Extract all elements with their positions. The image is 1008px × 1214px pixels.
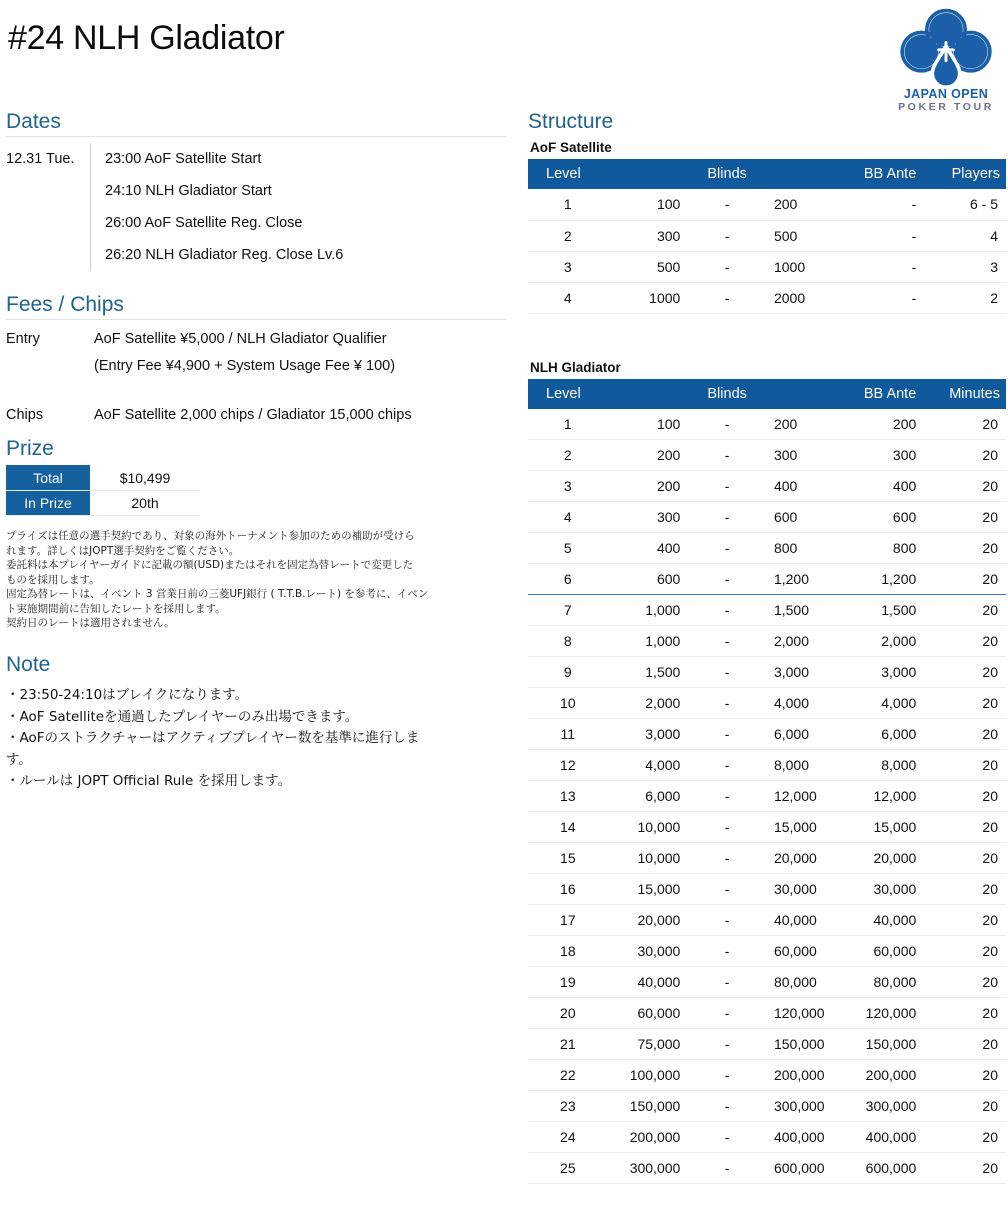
blind-separator: - [687, 189, 767, 220]
blind-separator: - [687, 533, 767, 564]
big-blind-cell: 200 [767, 409, 847, 440]
blind-separator: - [687, 471, 767, 502]
trailing-cell: 20 [926, 688, 1006, 719]
level-cell: 14 [528, 812, 608, 843]
column-header-blinds: Blinds [608, 159, 847, 189]
bb-ante-cell: 4,000 [847, 688, 927, 719]
blind-separator: - [687, 282, 767, 313]
chips-label: Chips [6, 407, 44, 424]
table-row [528, 471, 1006, 502]
blind-separator: - [687, 905, 767, 936]
level-cell: 2 [528, 220, 608, 251]
table-row [528, 719, 1006, 750]
small-blind-cell: 75,000 [608, 1029, 688, 1060]
trailing-cell: 20 [926, 967, 1006, 998]
bb-ante-cell: 20,000 [847, 843, 927, 874]
trailing-cell: 20 [926, 905, 1006, 936]
big-blind-cell: 300 [767, 440, 847, 471]
table-row [528, 1153, 1006, 1184]
prize-table [6, 465, 200, 516]
bb-ante-cell: 300 [847, 440, 927, 471]
level-cell: 4 [528, 282, 608, 313]
small-blind-cell: 100 [608, 409, 688, 440]
level-cell: 18 [528, 936, 608, 967]
column-header-level: Level [528, 159, 608, 189]
fineprint-line: 契約日のレートは適用されません。 [6, 617, 175, 630]
level-cell: 2 [528, 440, 608, 471]
small-blind-cell: 40,000 [608, 967, 688, 998]
trailing-cell: 20 [926, 564, 1006, 595]
blind-separator: - [687, 812, 767, 843]
trailing-cell: 20 [926, 595, 1006, 626]
table-row [528, 905, 1006, 936]
table-row [528, 781, 1006, 812]
big-blind-cell: 3,000 [767, 657, 847, 688]
bb-ante-cell: 80,000 [847, 967, 927, 998]
big-blind-cell: 800 [767, 533, 847, 564]
blind-separator: - [687, 1029, 767, 1060]
page-title: #24 NLH Gladiator [8, 19, 285, 57]
level-cell: 19 [528, 967, 608, 998]
trailing-cell: 20 [926, 533, 1006, 564]
table-row [528, 688, 1006, 719]
satellite-table-body [528, 189, 1006, 313]
big-blind-cell: 40,000 [767, 905, 847, 936]
level-cell: 8 [528, 626, 608, 657]
table-row [528, 220, 1006, 251]
bb-ante-cell: 120,000 [847, 998, 927, 1029]
blind-separator: - [687, 409, 767, 440]
small-blind-cell: 1000 [608, 282, 688, 313]
level-cell: 20 [528, 998, 608, 1029]
level-cell: 12 [528, 750, 608, 781]
table-row [528, 1029, 1006, 1060]
big-blind-cell: 20,000 [767, 843, 847, 874]
small-blind-cell: 6,000 [608, 781, 688, 812]
bb-ante-cell: 3,000 [847, 657, 927, 688]
bb-ante-cell: 40,000 [847, 905, 927, 936]
column-header-players: Players [926, 159, 1006, 189]
note-line: ・23:50-24:10はブレイクになります。 [6, 687, 249, 704]
big-blind-cell: 30,000 [767, 874, 847, 905]
level-cell: 23 [528, 1091, 608, 1122]
small-blind-cell: 200,000 [608, 1122, 688, 1153]
table-row [528, 564, 1006, 595]
column-header-bb-ante: BB Ante [847, 159, 927, 189]
small-blind-cell: 150,000 [608, 1091, 688, 1122]
level-cell: 1 [528, 409, 608, 440]
trailing-cell: 20 [926, 1091, 1006, 1122]
blind-separator: - [687, 1122, 767, 1153]
blind-separator: - [687, 843, 767, 874]
big-blind-cell: 120,000 [767, 998, 847, 1029]
prize-fineprint [6, 529, 476, 631]
blind-separator: - [687, 781, 767, 812]
fineprint-line: 委託料は本プレイヤーガイドに記載の額(USD)またはそれを固定為替レートで変更した [6, 559, 414, 572]
trailing-cell: 20 [926, 719, 1006, 750]
fineprint-line: れます。詳しくはJOPT選手契約をご覧ください。 [6, 544, 240, 557]
trailing-cell: 20 [926, 750, 1006, 781]
blind-separator: - [687, 220, 767, 251]
level-cell: 6 [528, 564, 608, 595]
level-cell: 17 [528, 905, 608, 936]
prize-heading: Prize [6, 437, 54, 461]
table-row [528, 626, 1006, 657]
trailing-cell: 6 - 5 [926, 189, 1006, 220]
note-list [6, 685, 506, 793]
big-blind-cell: 8,000 [767, 750, 847, 781]
bb-ante-cell: 30,000 [847, 874, 927, 905]
chips-row [6, 402, 506, 429]
big-blind-cell: 2000 [767, 282, 847, 313]
table-header-row [528, 159, 1006, 189]
bb-ante-cell: 1,200 [847, 564, 927, 595]
bb-ante-cell: 200,000 [847, 1060, 927, 1091]
blind-separator: - [687, 719, 767, 750]
level-cell: 16 [528, 874, 608, 905]
trailing-cell: 20 [926, 812, 1006, 843]
bb-ante-cell: - [847, 282, 927, 313]
small-blind-cell: 1,500 [608, 657, 688, 688]
trailing-cell: 20 [926, 471, 1006, 502]
gladiator-table-body [528, 409, 1006, 1184]
chips-value: AoF Satellite 2,000 chips / Gladiator 15,000 chips [94, 407, 412, 424]
logo-title-primary: JAPAN OPEN [903, 87, 989, 101]
small-blind-cell: 3,000 [608, 719, 688, 750]
big-blind-cell: 15,000 [767, 812, 847, 843]
trailing-cell: 20 [926, 657, 1006, 688]
big-blind-cell: 60,000 [767, 936, 847, 967]
bb-ante-cell: 400 [847, 471, 927, 502]
entry-value-line1: AoF Satellite ¥5,000 / NLH Gladiator Qualifier [94, 331, 387, 348]
small-blind-cell: 10,000 [608, 812, 688, 843]
table-row [528, 1060, 1006, 1091]
small-blind-cell: 200 [608, 440, 688, 471]
trailing-cell: 20 [926, 409, 1006, 440]
blind-separator: - [687, 564, 767, 595]
table-row [6, 490, 200, 515]
table-row [528, 595, 1006, 626]
bb-ante-cell: 15,000 [847, 812, 927, 843]
bb-ante-cell: 600 [847, 502, 927, 533]
trailing-cell: 20 [926, 502, 1006, 533]
prize-key-in-prize: In Prize [6, 490, 90, 515]
club-suit-icon [890, 6, 1002, 90]
bb-ante-cell: - [847, 189, 927, 220]
small-blind-cell: 300 [608, 220, 688, 251]
note-line: ・AoFのストラクチャーはアクティブプレイヤー数を基準に進行しま [6, 730, 420, 747]
table-row [528, 502, 1006, 533]
table-row [528, 409, 1006, 440]
small-blind-cell: 100,000 [608, 1060, 688, 1091]
structure-heading: Structure [528, 110, 614, 133]
level-cell: 1 [528, 189, 608, 220]
blind-separator: - [687, 936, 767, 967]
level-cell: 4 [528, 502, 608, 533]
table-row [528, 251, 1006, 282]
big-blind-cell: 500 [767, 220, 847, 251]
table-row [528, 189, 1006, 220]
bb-ante-cell: 400,000 [847, 1122, 927, 1153]
nlh-gladiator-structure-table [528, 379, 1006, 1185]
dates-entry-list [105, 143, 506, 271]
trailing-cell: 4 [926, 220, 1006, 251]
blind-separator: - [687, 1091, 767, 1122]
blind-separator: - [687, 595, 767, 626]
table-row [528, 1122, 1006, 1153]
blind-separator: - [687, 502, 767, 533]
table-row [6, 465, 200, 490]
blind-separator: - [687, 750, 767, 781]
small-blind-cell: 300 [608, 502, 688, 533]
tables-gap [528, 314, 1006, 358]
small-blind-cell: 100 [608, 189, 688, 220]
level-cell: 21 [528, 1029, 608, 1060]
bb-ante-cell: 6,000 [847, 719, 927, 750]
fineprint-line: 固定為替レートは、イベント 3 営業日前の三菱UFJ銀行 ( T.T.B.レート) を参考に、イベン [6, 588, 429, 601]
entry-label: Entry [6, 331, 40, 348]
column-header-level: Level [528, 379, 608, 409]
big-blind-cell: 1,500 [767, 595, 847, 626]
table-row [528, 812, 1006, 843]
fineprint-line: プライズは任意の選手契約であり、対象の海外トーナメント参加のための補助が受けら [6, 529, 415, 542]
big-blind-cell: 4,000 [767, 688, 847, 719]
big-blind-cell: 6,000 [767, 719, 847, 750]
table-row [528, 843, 1006, 874]
blind-separator: - [687, 440, 767, 471]
small-blind-cell: 300,000 [608, 1153, 688, 1184]
small-blind-cell: 20,000 [608, 905, 688, 936]
small-blind-cell: 60,000 [608, 998, 688, 1029]
prize-value-in-prize: 20th [90, 490, 200, 515]
level-cell: 7 [528, 595, 608, 626]
bb-ante-cell: - [847, 251, 927, 282]
level-cell: 13 [528, 781, 608, 812]
level-cell: 3 [528, 471, 608, 502]
table-header-row [528, 379, 1006, 409]
trailing-cell: 20 [926, 1122, 1006, 1153]
small-blind-cell: 600 [608, 564, 688, 595]
table-row [528, 657, 1006, 688]
trailing-cell: 2 [926, 282, 1006, 313]
note-heading: Note [6, 653, 51, 677]
column-header-blinds: Blinds [608, 379, 847, 409]
entry-value-line2: (Entry Fee ¥4,900 + System Usage Fee ¥ 100) [94, 358, 396, 375]
level-cell: 25 [528, 1153, 608, 1184]
trailing-cell: 20 [926, 440, 1006, 471]
big-blind-cell: 80,000 [767, 967, 847, 998]
prize-value-total: $10,499 [90, 465, 200, 490]
level-cell: 3 [528, 251, 608, 282]
bb-ante-cell: 200 [847, 409, 927, 440]
small-blind-cell: 15,000 [608, 874, 688, 905]
level-cell: 22 [528, 1060, 608, 1091]
prize-key-total: Total [6, 465, 90, 490]
left-column [6, 110, 506, 793]
blind-separator: - [687, 626, 767, 657]
blind-separator: - [687, 688, 767, 719]
small-blind-cell: 500 [608, 251, 688, 282]
bb-ante-cell: - [847, 220, 927, 251]
column-header-bb-ante: BB Ante [847, 379, 927, 409]
table-row [528, 750, 1006, 781]
bb-ante-cell: 800 [847, 533, 927, 564]
level-cell: 15 [528, 843, 608, 874]
aof-satellite-structure-table [528, 159, 1006, 314]
trailing-cell: 20 [926, 1060, 1006, 1091]
trailing-cell: 20 [926, 1153, 1006, 1184]
bb-ante-cell: 12,000 [847, 781, 927, 812]
bb-ante-cell: 2,000 [847, 626, 927, 657]
jopt-logo [890, 6, 1002, 113]
note-line: ・ルールは JOPT Official Rule を採用します。 [6, 773, 292, 790]
big-blind-cell: 2,000 [767, 626, 847, 657]
big-blind-cell: 1000 [767, 251, 847, 282]
blind-separator: - [687, 967, 767, 998]
right-column [528, 110, 1006, 1184]
dates-entry: 24:10 NLH Gladiator Start [105, 183, 272, 200]
dates-entry: 23:00 AoF Satellite Start [105, 151, 262, 168]
dates-heading: Dates [6, 110, 506, 137]
big-blind-cell: 200 [767, 189, 847, 220]
logo-title-secondary: POKER TOUR [898, 101, 994, 114]
small-blind-cell: 200 [608, 471, 688, 502]
small-blind-cell: 10,000 [608, 843, 688, 874]
big-blind-cell: 600,000 [767, 1153, 847, 1184]
gladiator-table-caption: NLH Gladiator [530, 359, 621, 375]
big-blind-cell: 300,000 [767, 1091, 847, 1122]
small-blind-cell: 2,000 [608, 688, 688, 719]
blind-separator: - [687, 874, 767, 905]
blind-separator: - [687, 251, 767, 282]
note-line: ・AoF Satelliteを通過したプレイヤーのみ出場できます。 [6, 708, 359, 725]
big-blind-cell: 150,000 [767, 1029, 847, 1060]
table-row [528, 1091, 1006, 1122]
table-row [528, 967, 1006, 998]
blind-separator: - [687, 1060, 767, 1091]
blind-separator: - [687, 998, 767, 1029]
table-row [528, 282, 1006, 313]
entry-fee-row [6, 326, 506, 380]
big-blind-cell: 400 [767, 471, 847, 502]
dates-block [6, 143, 506, 271]
table-row [528, 874, 1006, 905]
bb-ante-cell: 150,000 [847, 1029, 927, 1060]
dates-divider [90, 143, 91, 271]
table-row [528, 440, 1006, 471]
fineprint-line: ト実施期間前に告知したレートを採用します。 [6, 602, 226, 615]
big-blind-cell: 600 [767, 502, 847, 533]
satellite-table-caption: AoF Satellite [530, 140, 612, 156]
column-header-minutes: Minutes [926, 379, 1006, 409]
blind-separator: - [687, 657, 767, 688]
big-blind-cell: 400,000 [767, 1122, 847, 1153]
big-blind-cell: 1,200 [767, 564, 847, 595]
table-row [528, 998, 1006, 1029]
trailing-cell: 3 [926, 251, 1006, 282]
trailing-cell: 20 [926, 874, 1006, 905]
level-cell: 11 [528, 719, 608, 750]
bb-ante-cell: 60,000 [847, 936, 927, 967]
level-cell: 24 [528, 1122, 608, 1153]
level-cell: 5 [528, 533, 608, 564]
bb-ante-cell: 1,500 [847, 595, 927, 626]
bb-ante-cell: 600,000 [847, 1153, 927, 1184]
trailing-cell: 20 [926, 998, 1006, 1029]
bb-ante-cell: 300,000 [847, 1091, 927, 1122]
big-blind-cell: 200,000 [767, 1060, 847, 1091]
small-blind-cell: 400 [608, 533, 688, 564]
dates-entry: 26:00 AoF Satellite Reg. Close [105, 215, 303, 232]
fees-heading: Fees / Chips [6, 293, 506, 320]
bb-ante-cell: 8,000 [847, 750, 927, 781]
small-blind-cell: 1,000 [608, 595, 688, 626]
small-blind-cell: 30,000 [608, 936, 688, 967]
trailing-cell: 20 [926, 936, 1006, 967]
trailing-cell: 20 [926, 843, 1006, 874]
trailing-cell: 20 [926, 781, 1006, 812]
small-blind-cell: 4,000 [608, 750, 688, 781]
level-cell: 10 [528, 688, 608, 719]
table-row [528, 533, 1006, 564]
trailing-cell: 20 [926, 626, 1006, 657]
blind-separator: - [687, 1153, 767, 1184]
dates-entry: 26:20 NLH Gladiator Reg. Close Lv.6 [105, 247, 344, 264]
table-row [528, 936, 1006, 967]
small-blind-cell: 1,000 [608, 626, 688, 657]
fineprint-line: ものを採用します。 [6, 573, 100, 586]
trailing-cell: 20 [926, 1029, 1006, 1060]
note-line: す。 [6, 751, 32, 768]
fees-spacer [6, 380, 506, 402]
level-cell: 9 [528, 657, 608, 688]
entry-values [94, 326, 395, 380]
big-blind-cell: 12,000 [767, 781, 847, 812]
dates-day-label: 12.31 Tue. [6, 151, 75, 168]
